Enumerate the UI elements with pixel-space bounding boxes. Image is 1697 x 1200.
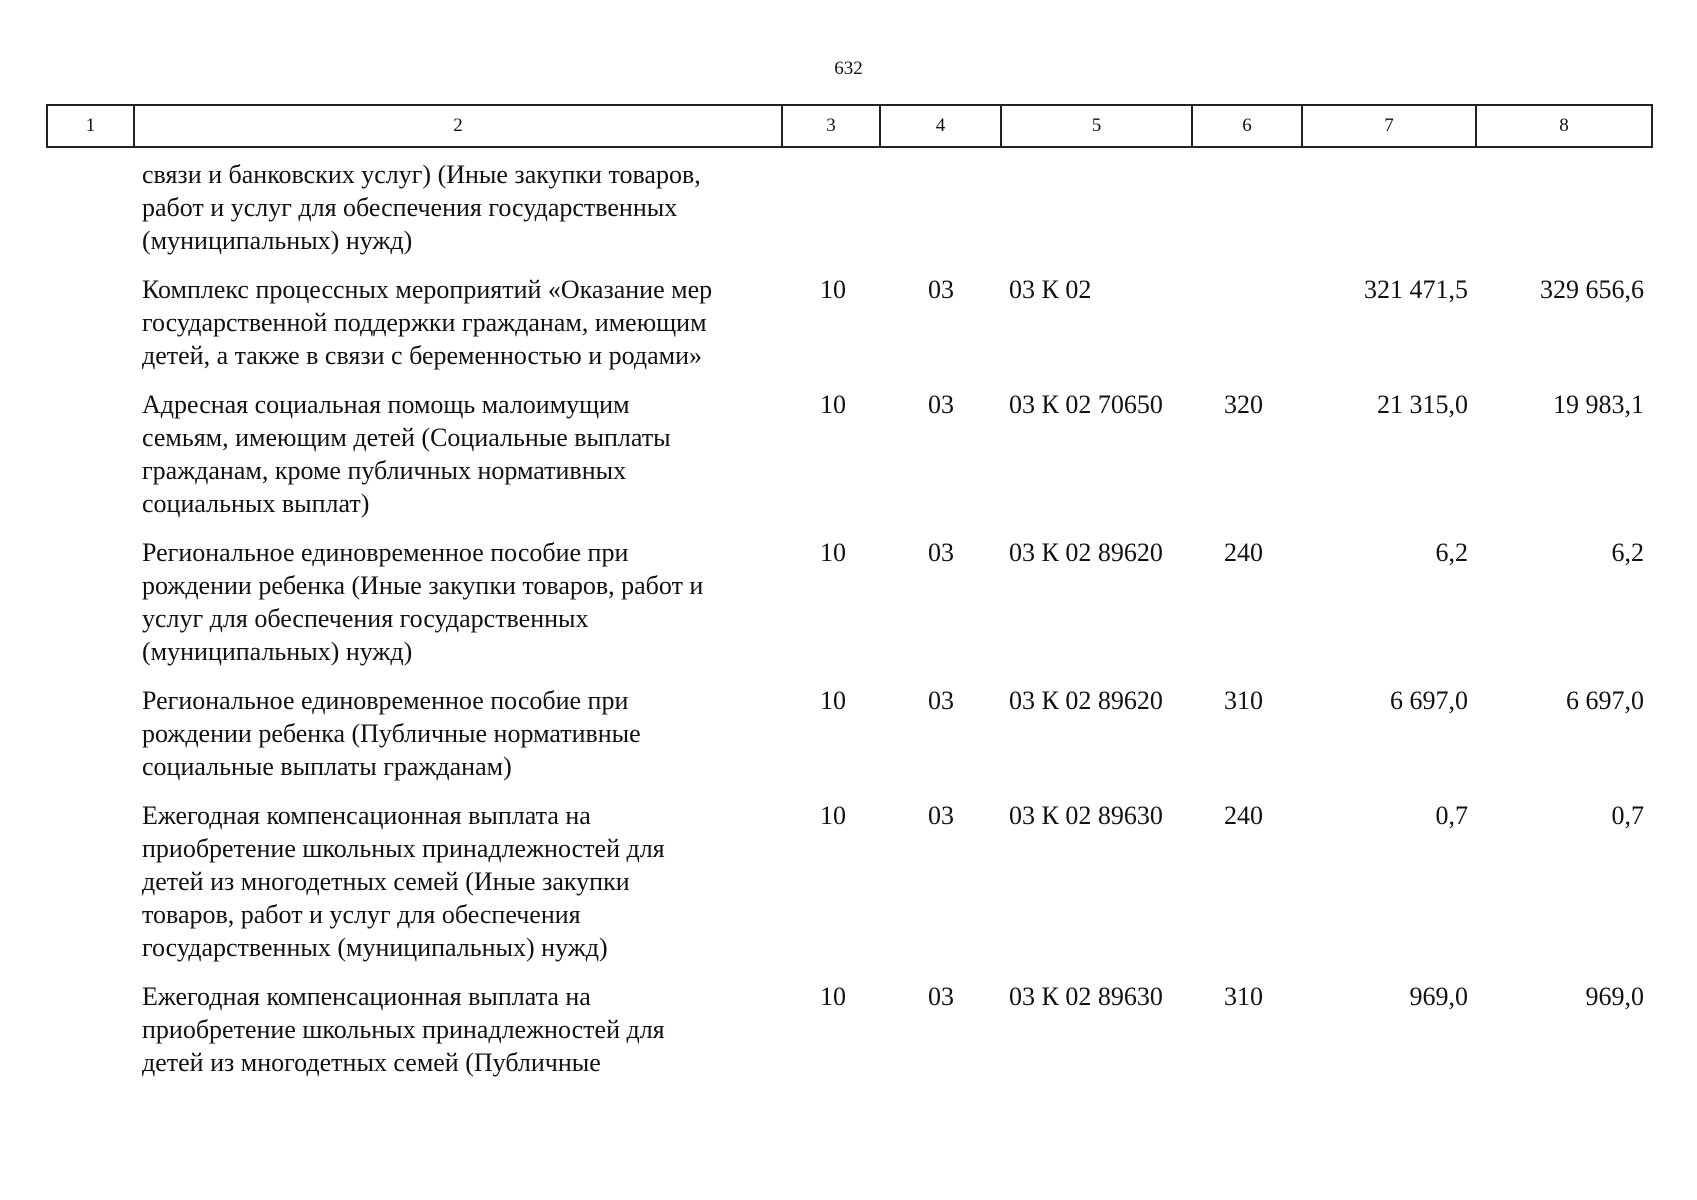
header-col-7: 7	[1302, 105, 1476, 147]
target-article-cell: 03 К 02 89620	[1009, 686, 1163, 715]
budget-table	[46, 104, 1653, 1095]
subsection-cell: 03	[928, 801, 954, 830]
target-article-cell: 03 К 02	[1009, 275, 1092, 304]
table-header	[47, 105, 1652, 147]
expense-name-cell: связи и банковских услуг) (Иные закупки товаров, работ и услуг для обеспечения государственных (муниципальных) нужд)	[142, 160, 701, 255]
subsection-cell: 03	[928, 686, 954, 715]
table-row	[47, 684, 1652, 799]
expense-type-cell: 310	[1224, 982, 1263, 1011]
expense-name-cell: Региональное единовременное пособие при рождении ребенка (Публичные нормативные социальные выплаты гражданам)	[142, 686, 641, 781]
table-row	[47, 980, 1652, 1095]
row-number-cell	[47, 980, 134, 1095]
table-row	[47, 536, 1652, 684]
expense-type-cell: 240	[1224, 801, 1263, 830]
subsection-cell: 03	[928, 538, 954, 567]
amount-col-8-cell: 969,0	[1585, 982, 1644, 1011]
header-row	[47, 105, 1652, 147]
expense-type-cell: 310	[1224, 686, 1263, 715]
section-cell: 10	[820, 538, 846, 567]
amount-col-7-cell: 969,0	[1409, 982, 1468, 1011]
subsection-cell: 03	[928, 275, 954, 304]
row-number-cell	[47, 799, 134, 980]
amount-col-8-cell: 19 983,1	[1553, 390, 1644, 419]
section-cell: 10	[820, 982, 846, 1011]
amount-col-8-cell: 6,2	[1611, 538, 1644, 567]
subsection-cell: 03	[928, 390, 954, 419]
target-article-cell: 03 К 02 89630	[1009, 801, 1163, 830]
table-row	[47, 273, 1652, 388]
section-cell: 10	[820, 801, 846, 830]
target-article-cell: 03 К 02 89630	[1009, 982, 1163, 1011]
amount-col-7-cell: 6 697,0	[1390, 686, 1468, 715]
header-col-5: 5	[1001, 105, 1192, 147]
row-number-cell	[47, 536, 134, 684]
header-col-4: 4	[880, 105, 1001, 147]
expense-type-cell: 240	[1224, 538, 1263, 567]
header-col-8: 8	[1476, 105, 1652, 147]
expense-name-cell: Адресная социальная помощь малоимущим семьям, имеющим детей (Социальные выплаты гражданам, кроме публичных нормативных социальных выплат)	[142, 390, 671, 518]
amount-col-7-cell: 0,7	[1435, 801, 1468, 830]
amount-col-7-cell: 21 315,0	[1377, 390, 1468, 419]
row-number-cell	[47, 684, 134, 799]
amount-col-8-cell: 0,7	[1611, 801, 1644, 830]
expense-name-cell: Региональное единовременное пособие при рождении ребенка (Иные закупки товаров, работ и услуг для обеспечения государственных (муниципальных) нужд)	[142, 538, 704, 666]
amount-col-7-cell: 321 471,5	[1364, 275, 1468, 304]
table-row	[47, 388, 1652, 536]
expense-name-cell: Комплекс процессных мероприятий «Оказание мер государственной поддержки гражданам, имеющим детей, а также в связи с беременностью и родами»	[142, 275, 713, 370]
expense-type-cell	[1192, 147, 1302, 273]
subsection-cell	[880, 147, 1001, 273]
header-col-3: 3	[782, 105, 880, 147]
amount-col-7-cell: 6,2	[1435, 538, 1468, 567]
row-number-cell	[47, 388, 134, 536]
target-article-cell	[1001, 147, 1192, 273]
expense-name-cell: Ежегодная компенсационная выплата на приобретение школьных принадлежностей для детей из многодетных семей (Иные закупки товаров, работ и услуг для обеспечения государственных (муниципальных) нужд)	[142, 801, 665, 962]
section-cell: 10	[820, 390, 846, 419]
amount-col-8-cell: 329 656,6	[1540, 275, 1644, 304]
table-body	[47, 147, 1652, 1095]
amount-col-7-cell	[1302, 147, 1476, 273]
expense-type-cell: 320	[1224, 390, 1263, 419]
section-cell: 10	[820, 275, 846, 304]
header-col-6: 6	[1192, 105, 1302, 147]
expense-name-cell: Ежегодная компенсационная выплата на приобретение школьных принадлежностей для детей из многодетных семей (Публичные	[142, 982, 665, 1077]
table-row	[47, 799, 1652, 980]
section-cell	[782, 147, 880, 273]
target-article-cell: 03 К 02 89620	[1009, 538, 1163, 567]
table-row	[47, 147, 1652, 273]
header-col-1: 1	[47, 105, 134, 147]
amount-col-8-cell: 6 697,0	[1566, 686, 1644, 715]
amount-col-8-cell	[1476, 147, 1652, 273]
subsection-cell: 03	[928, 982, 954, 1011]
expense-type-cell	[1192, 273, 1302, 388]
target-article-cell: 03 К 02 70650	[1009, 390, 1163, 419]
row-number-cell	[47, 147, 134, 273]
page-number: 632	[834, 58, 863, 79]
header-col-2: 2	[134, 105, 782, 147]
section-cell: 10	[820, 686, 846, 715]
row-number-cell	[47, 273, 134, 388]
